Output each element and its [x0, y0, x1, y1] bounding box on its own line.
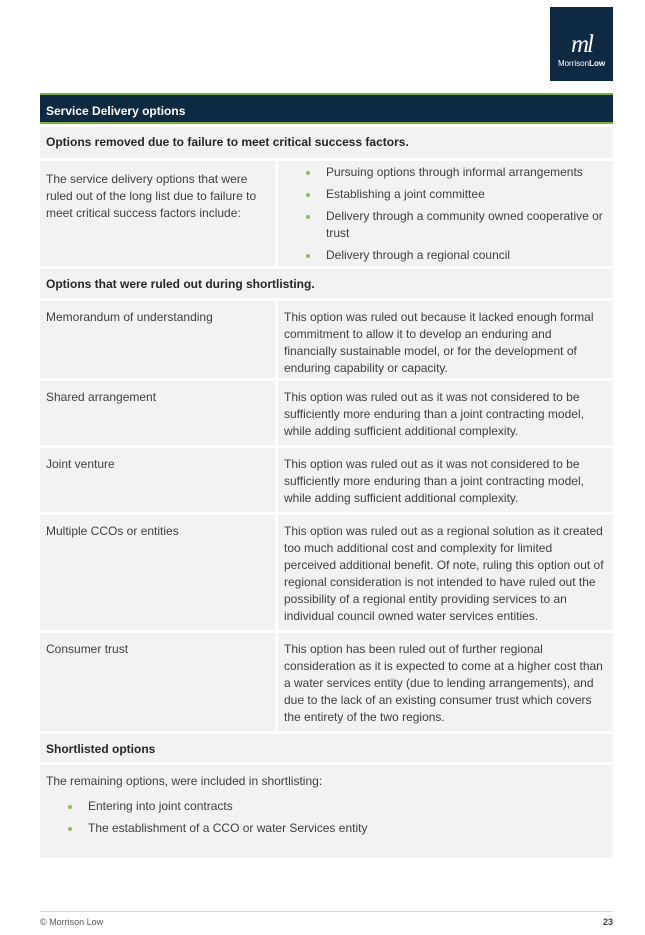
list-item: Delivery through a community owned cooperative or trust [284, 208, 607, 242]
section1-heading: Options removed due to failure to meet critical success factors. [40, 124, 613, 158]
option-name: Consumer trust [40, 633, 275, 731]
table-row [40, 378, 613, 445]
page-number: 23 [602, 917, 613, 927]
option-reason: This option was ruled out as it was not considered to be sufficiently more enduring than a joint contracting model, while adding sufficient additional complexity. [278, 448, 613, 512]
list-item: The establishment of a CCO or water Services entity [46, 820, 607, 837]
table-row [40, 630, 613, 731]
option-name: Joint venture [40, 448, 275, 512]
section1-row [40, 158, 613, 266]
table-row [40, 512, 613, 630]
section1-list-cell [278, 161, 613, 266]
service-delivery-table [40, 93, 613, 858]
logo-wordmark [558, 59, 605, 68]
logo-name-bold: Low [589, 59, 606, 68]
list-item: Pursuing options through informal arrangements [284, 164, 607, 181]
footer-copyright: © Morrison Low [40, 917, 104, 927]
option-name: Memorandum of understanding [40, 301, 275, 378]
section3-body [40, 762, 613, 858]
logo-mark: ml [571, 31, 592, 58]
list-item: Delivery through a regional council [284, 247, 607, 264]
section1-intro: The service delivery options that were ruled out of the long list due to failure to meet critical success factors include: [40, 161, 275, 266]
table-row [40, 298, 613, 378]
section3-list [46, 798, 607, 837]
morrison-low-logo [550, 7, 613, 81]
option-reason: This option was ruled out as a regional solution as it created too much additional cost and complexity for limited perceived additional benefit. Of note, ruling this option out of regional consideration is not intended to have ruled out the possibility of a regional entity providing services to an individual council owned water services entities. [278, 515, 613, 630]
option-name: Shared arrangement [40, 381, 275, 445]
list-item: Entering into joint contracts [46, 798, 607, 815]
list-item: Establishing a joint committee [284, 186, 607, 203]
option-reason: This option was ruled out because it lacked enough formal commitment to allow it to develop an enduring and financially sustainable model, or for the development of enduring capability or capacity. [278, 301, 613, 378]
section1-list [284, 164, 607, 264]
section2-heading: Options that were ruled out during shortlisting. [40, 266, 613, 298]
option-reason: This option was ruled out as it was not considered to be sufficiently more enduring than a joint contracting model, while adding sufficient additional complexity. [278, 381, 613, 445]
section3-heading: Shortlisted options [40, 731, 613, 762]
option-reason: This option has been ruled out of further regional consideration as it is expected to come at a higher cost than a water services entity (due to lending arrangements), and due to the lack of an existing consumer trust which covers the entirety of the two regions. [278, 633, 613, 731]
table-row [40, 445, 613, 512]
footer-divider [40, 911, 613, 912]
logo-name-light: Morrison [557, 59, 590, 68]
section3-intro: The remaining options, were included in shortlisting: [46, 774, 323, 788]
table-title: Service Delivery options [40, 93, 613, 124]
option-name: Multiple CCOs or entities [40, 515, 275, 630]
